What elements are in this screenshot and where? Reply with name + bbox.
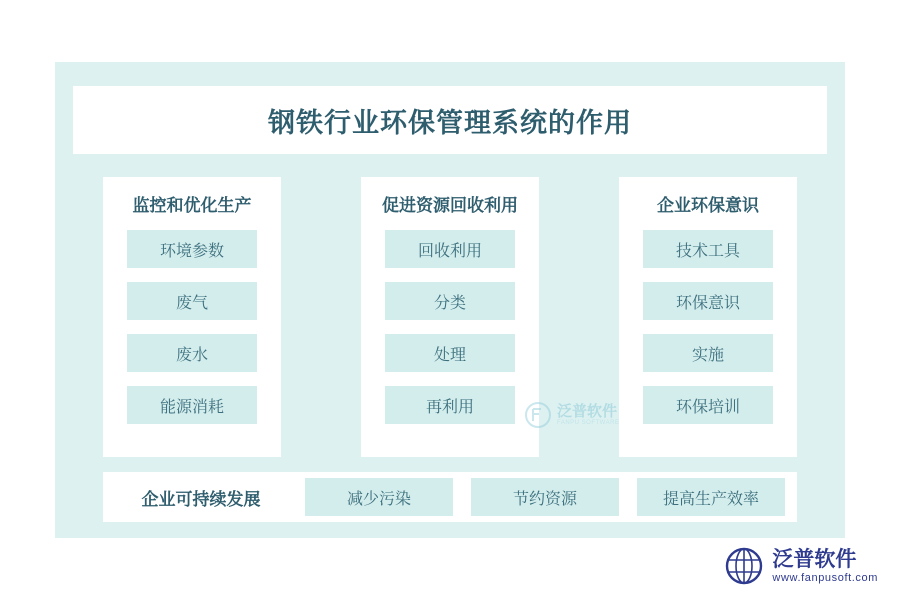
column-title: 企业环保意识 [657, 196, 759, 216]
list-item: 环保培训 [643, 386, 773, 424]
list-item: 回收利用 [385, 230, 515, 268]
diagram-panel [55, 62, 845, 538]
column-title: 监控和优化生产 [132, 196, 252, 216]
column-awareness [619, 177, 797, 457]
footer-item: 节约资源 [471, 478, 619, 516]
list-item: 分类 [385, 282, 515, 320]
list-item: 废气 [127, 282, 257, 320]
list-item: 环境参数 [127, 230, 257, 268]
globe-icon [724, 546, 764, 586]
column-monitoring [103, 177, 281, 457]
brand-name: 泛普软件 [772, 547, 857, 572]
columns-container [103, 177, 797, 457]
brand-texts [772, 548, 878, 583]
footer-row [103, 472, 797, 522]
brand-url: www.fanpusoft.com [772, 571, 878, 584]
list-item: 环保意识 [643, 282, 773, 320]
footer-lead-label: 企业可持续发展 [141, 489, 261, 510]
list-item: 废水 [127, 334, 257, 372]
list-item: 技术工具 [643, 230, 773, 268]
list-item: 能源消耗 [127, 386, 257, 424]
list-item: 处理 [385, 334, 515, 372]
column-recycling [361, 177, 539, 457]
title-box [73, 86, 827, 154]
list-item: 实施 [643, 334, 773, 372]
list-item: 再利用 [385, 386, 515, 424]
footer-item: 减少污染 [305, 478, 453, 516]
watermark-sub: FANPU SOFTWARE [557, 419, 620, 426]
page-title: 钢铁行业环保管理系统的作用 [268, 107, 632, 139]
brand-logo [724, 546, 878, 586]
footer-item: 提高生产效率 [637, 478, 785, 516]
watermark-name: 泛普软件 [557, 401, 618, 420]
column-title: 促进资源回收利用 [382, 196, 518, 216]
